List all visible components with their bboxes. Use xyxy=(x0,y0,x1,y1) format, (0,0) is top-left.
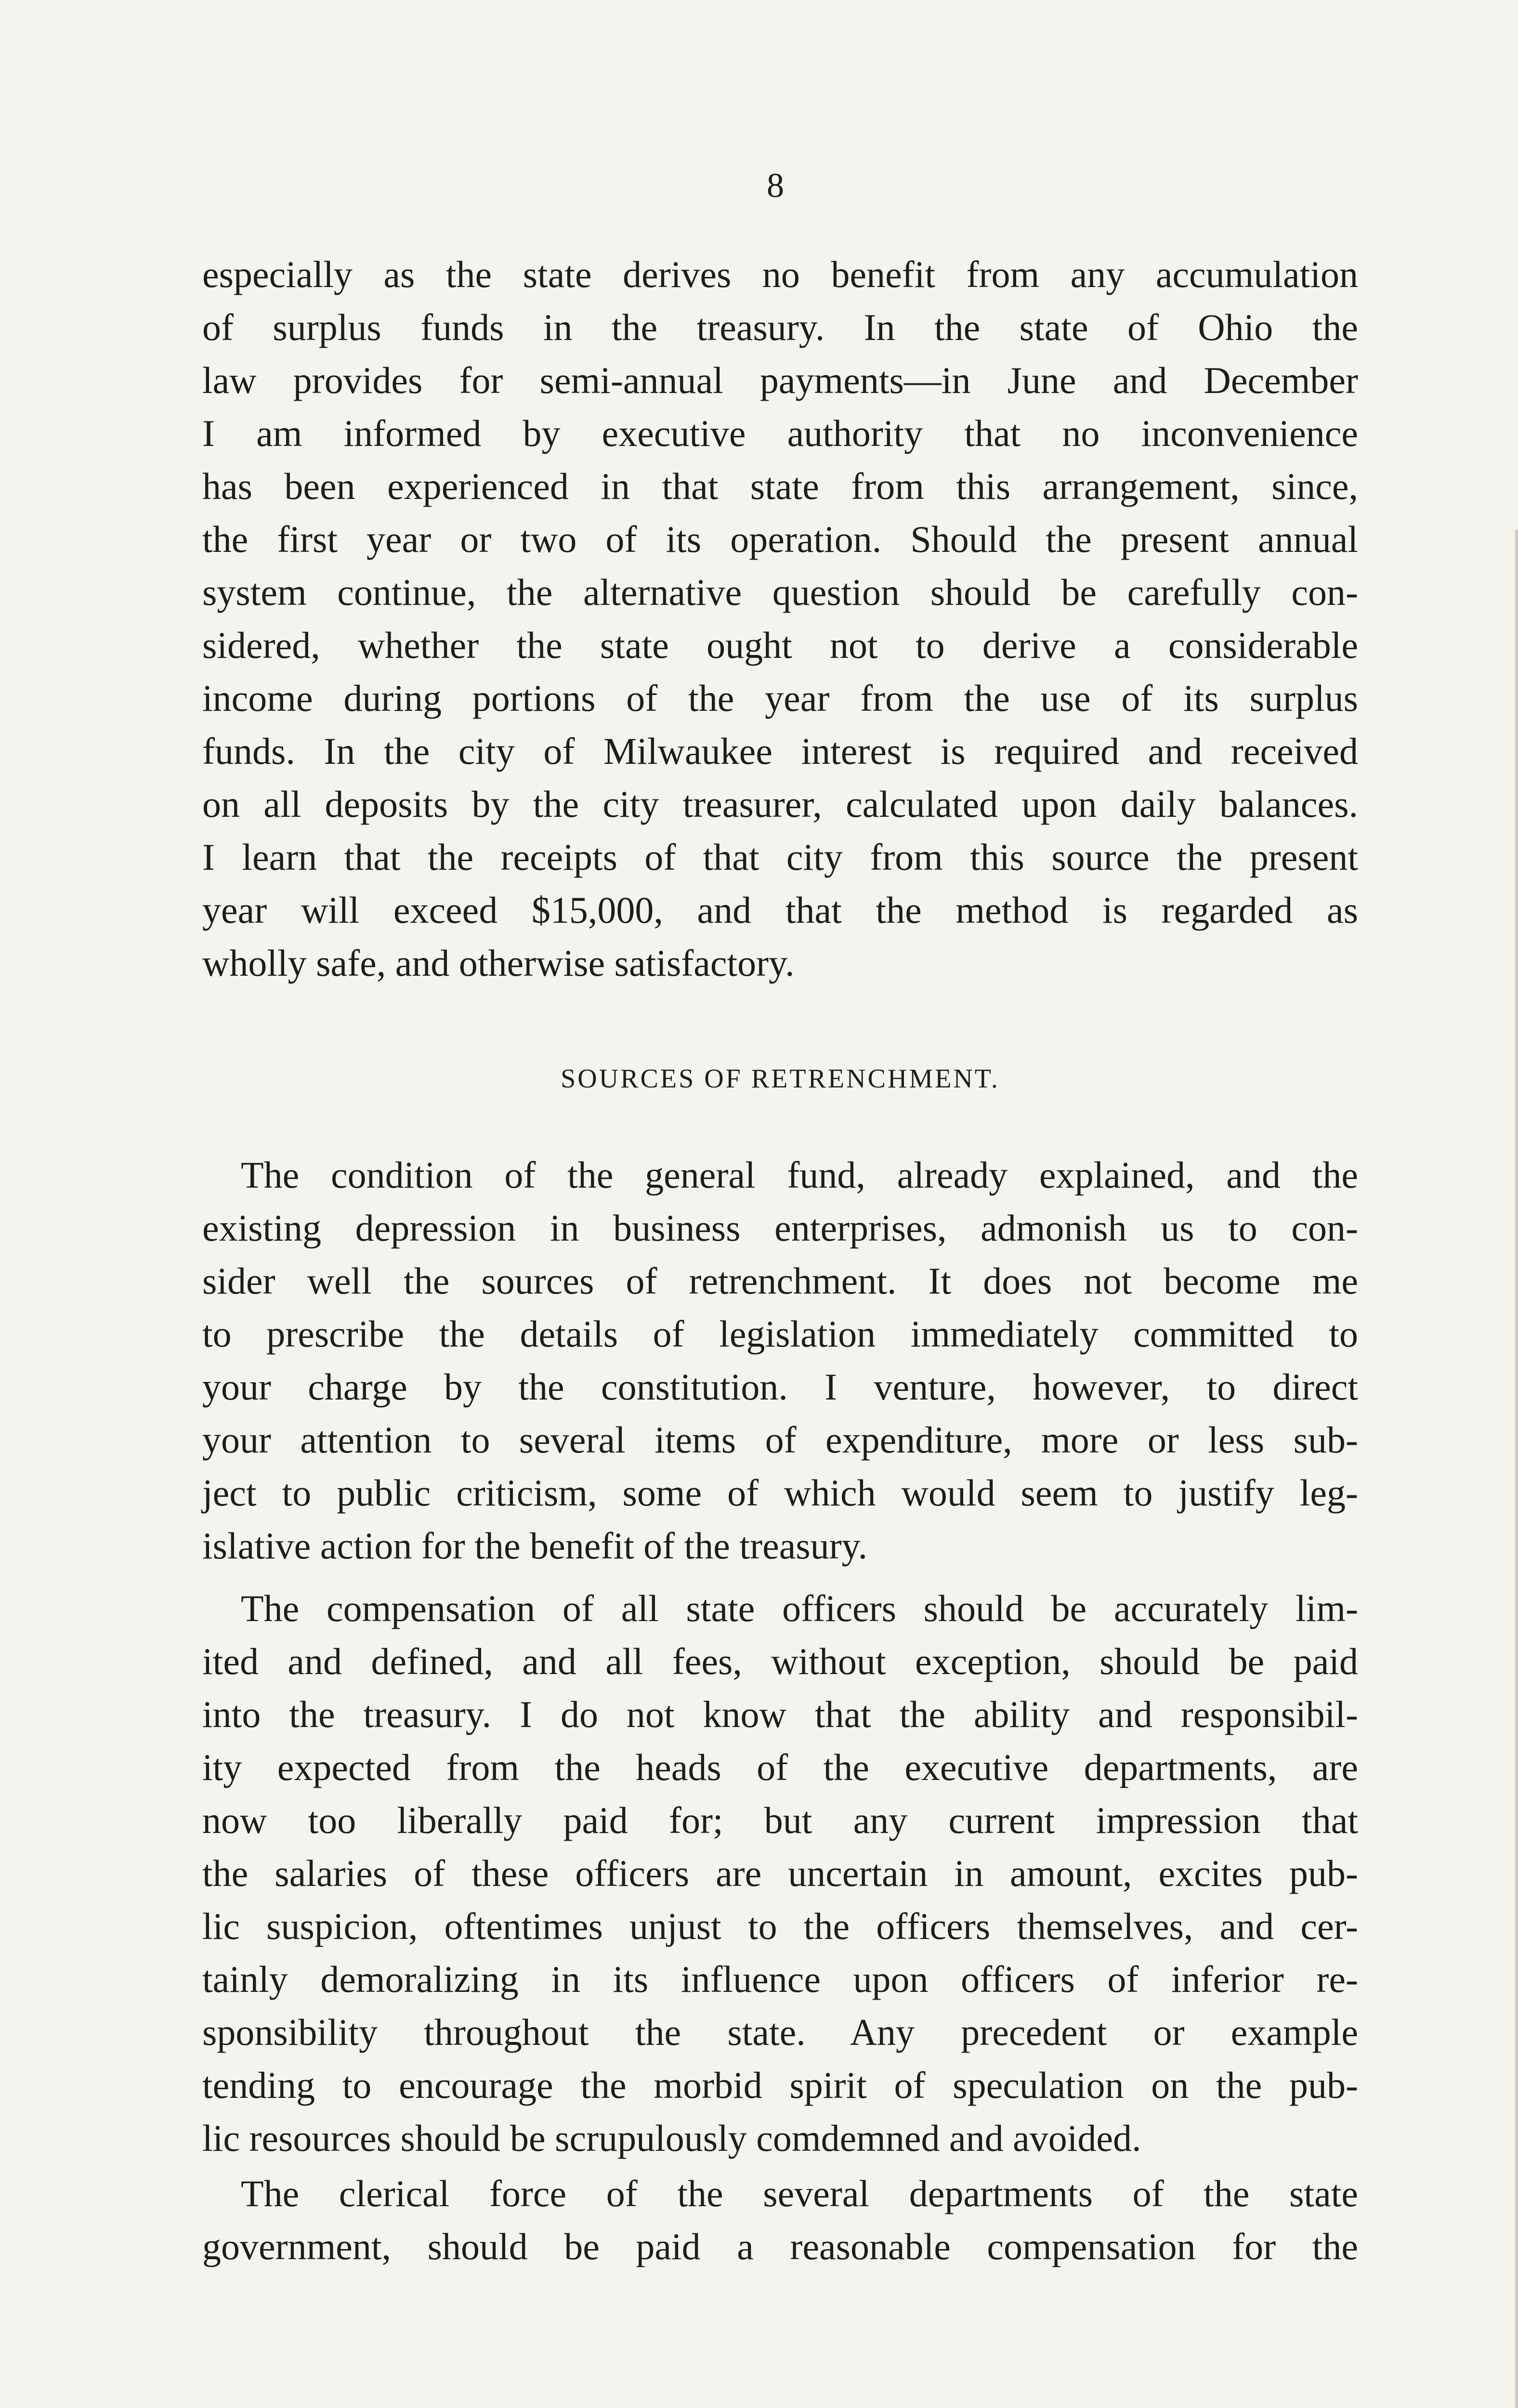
paragraph-treasury-funds xyxy=(202,248,1358,990)
text-line: on all deposits by the city treasurer, calculated upon daily balances. xyxy=(202,783,1358,825)
text-line: sidered, whether the state ought not to derive a considerable xyxy=(202,624,1358,666)
text-line: The clerical force of the several departments of the state xyxy=(241,2172,1358,2214)
text-line: income during portions of the year from the use of its surplus xyxy=(202,677,1358,719)
text-line: now too liberally paid for; but any current impression that xyxy=(202,1799,1358,1841)
text-line: ited and defined, and all fees, without exception, should be paid xyxy=(202,1640,1358,1682)
text-line: sponsibility throughout the state. Any precedent or example xyxy=(202,2011,1358,2053)
paragraph-retrenchment xyxy=(202,1149,1358,1572)
text-line: especially as the state derives no benefit from any accumulation xyxy=(202,253,1358,295)
paragraph-clerical-force xyxy=(202,2167,1358,2273)
text-line: has been experienced in that state from this arrangement, since, xyxy=(202,465,1358,507)
text-line: year will exceed $15,000, and that the method is regarded as xyxy=(202,889,1358,931)
text-line: the salaries of these officers are uncertain in amount, excites pub- xyxy=(202,1852,1358,1894)
text-line: to prescribe the details of legislation immediately committed to xyxy=(202,1313,1358,1355)
text-line: the first year or two of its operation. Should the present annual xyxy=(202,518,1358,560)
text-line: The condition of the general fund, already explained, and the xyxy=(241,1154,1358,1196)
text-line: government, should be paid a reasonable compensation for the xyxy=(202,2225,1358,2267)
section-heading: SOURCES OF RETRENCHMENT. xyxy=(561,1064,1000,1094)
paragraph-compensation xyxy=(202,1582,1358,2165)
text-line: lic suspicion, oftentimes unjust to the officers themselves, and cer- xyxy=(202,1905,1358,1947)
text-line: existing depression in business enterprises, admonish us to con- xyxy=(202,1207,1358,1249)
text-line: law provides for semi-annual payments—in June and December xyxy=(202,359,1358,401)
text-line: your charge by the constitution. I venture, however, to direct xyxy=(202,1366,1358,1408)
page-number: 8 xyxy=(767,166,784,205)
text-line: I learn that the receipts of that city from this source the present xyxy=(202,836,1358,878)
text-line: into the treasury. I do not know that the ability and responsibil- xyxy=(202,1693,1358,1735)
text-line: of surplus funds in the treasury. In the state of Ohio the xyxy=(202,306,1358,348)
text-line: islative action for the benefit of the treasury. xyxy=(202,1525,868,1567)
text-line: your attention to several items of expenditure, more or less sub- xyxy=(202,1419,1358,1461)
text-line: tainly demoralizing in its influence upon officers of inferior re- xyxy=(202,1958,1358,2000)
text-line: tending to encourage the morbid spirit of speculation on the pub- xyxy=(202,2064,1358,2106)
text-line: The compensation of all state officers should be accurately lim- xyxy=(241,1587,1358,1629)
text-line: lic resources should be scrupulously comdemned and avoided. xyxy=(202,2117,1141,2159)
text-line: I am informed by executive authority that no inconvenience xyxy=(202,412,1358,454)
text-line: system continue, the alternative question should be carefully con- xyxy=(202,571,1358,613)
text-line: funds. In the city of Milwaukee interest is required and received xyxy=(202,730,1358,772)
page-edge-shadow xyxy=(1515,530,1518,2408)
text-line: ject to public criticism, some of which would seem to justify leg- xyxy=(202,1472,1358,1514)
text-line: ity expected from the heads of the executive departments, are xyxy=(202,1746,1358,1788)
text-line: sider well the sources of retrenchment. It does not become me xyxy=(202,1260,1358,1302)
text-line: wholly safe, and otherwise satisfactory. xyxy=(202,942,795,984)
